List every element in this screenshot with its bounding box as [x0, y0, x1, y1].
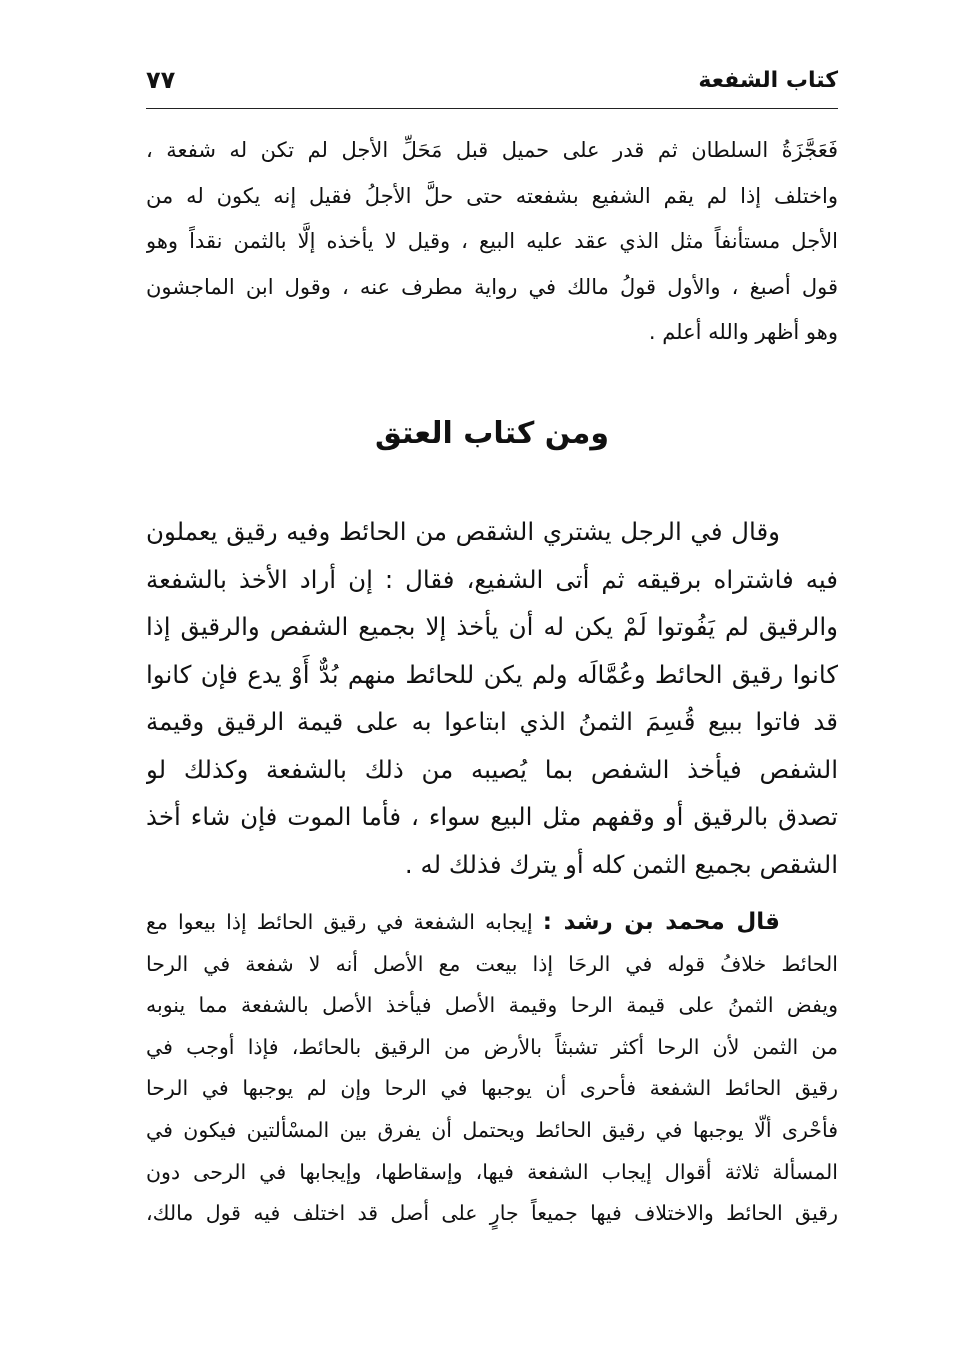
- top-paragraph: [146, 128, 838, 356]
- commentary-paragraph: [146, 902, 838, 1235]
- text-line: تصدق بالرقيق أو وقفهم مثل البيع سواء ، فأما الموت فإن شاء أخذ: [146, 802, 838, 831]
- text-line: فيه فاشتراه برقيقه ثم أتى الشفيع، فقال : إن أراد الأخذ بالشفعة: [146, 564, 838, 594]
- text-line: الشفص فيأخذ الشفص بما يُصيبه من ذلك بالشفعة وكذلك لو: [146, 754, 838, 784]
- chapter-title: كتاب الشفعة: [698, 68, 838, 93]
- text-line: واختلف إذا لم يقم الشفيع بشفعته حتى حلَّ الأجلُ فقيل إنه يكون له من: [146, 183, 838, 208]
- text-line: قول أصبغ ، والأول قولُ مالك في رواية مطرف عنه ، وقول ابن الماجشون: [146, 274, 838, 299]
- text-line: [146, 902, 838, 944]
- text-line: فأحْرى ألّا يوجبها في رقيق الحائط ويحتمل أن يفرق بين المسْألتين فيكون في: [146, 1117, 838, 1142]
- page-number: ٧٧: [146, 66, 176, 94]
- text-line: الحائط خلافُ قوله في الرحَا إذا بيعت مع الأصل أنه لا شفعة في الرحا: [146, 951, 838, 976]
- text-line: الشقص بجميع الثمن كله أو يترك فذلك له .: [404, 849, 838, 879]
- text-line: ويفض الثمنُ على قيمة الرحا وقيمة الأصل فيأخذ الأصل بالشفعة مما ينوبه: [146, 993, 838, 1018]
- text-line: والرقيق لم يَفُوتوا لَمْ يكن له أن يأخذ إلا بجميع الشفص والرقيق إذا: [146, 612, 838, 641]
- header-rule: [146, 108, 838, 109]
- commentator-name: قال محمد بن رشد :: [542, 909, 780, 935]
- main-paragraph: [146, 508, 838, 888]
- text-line: كانوا رقيق الحائط وعُمَّالَه ولم يكن للحائط منهم بُدٌّ أَوْ يدع فإن كانوا: [146, 659, 838, 689]
- text-line: فَعَجَّزَةُ السلطان ثم قدر على حميل قبل مَحَلِّ الأجل لم تكن له شفعة ،: [146, 138, 838, 162]
- running-header: [146, 62, 838, 102]
- text-line: الأجل مستأنفاً مثل الذي عقد عليه البيع ، وقيل لا يأخذه إلَّا بالثمن نقداً وهو: [146, 229, 838, 253]
- text-line: وهو أظهر والله أعلم .: [648, 320, 838, 344]
- text-line: قد فاتوا ببيع قُسِمَ الثمنُ الذي ابتاعوا به على قيمة الرقيق وقيمة: [146, 707, 838, 736]
- commentary-text: إيجابه الشفعة في رقيق الحائط إذا بيعوا مع: [146, 910, 533, 934]
- text-line: وقال في الرجل يشتري الشقص من الحائط وفيه رقيق يعملون: [146, 517, 780, 546]
- text-line: رقيق الحائط والاختلاف فيها جميعاً جارٍ على أصل قد اختلف فيه قول مالك،: [146, 1201, 838, 1226]
- text-line: المسألة ثلاثة أقوال إيجاب الشفعة فيها، وإسقاطها، وإيجابها في الرحى دون: [146, 1159, 838, 1184]
- text-line: من الثمن لأن الرحا أكثر تشبثاً بالأرض من الرقيق بالحائط، فإذا أوجب في: [146, 1034, 838, 1059]
- text-line: رقيق الحائط الشفعة فأحرى أن يوجبها في الرحا وإن لم يوجبها في الرحا: [146, 1076, 838, 1101]
- section-heading: ومن كتاب العتق: [375, 416, 609, 451]
